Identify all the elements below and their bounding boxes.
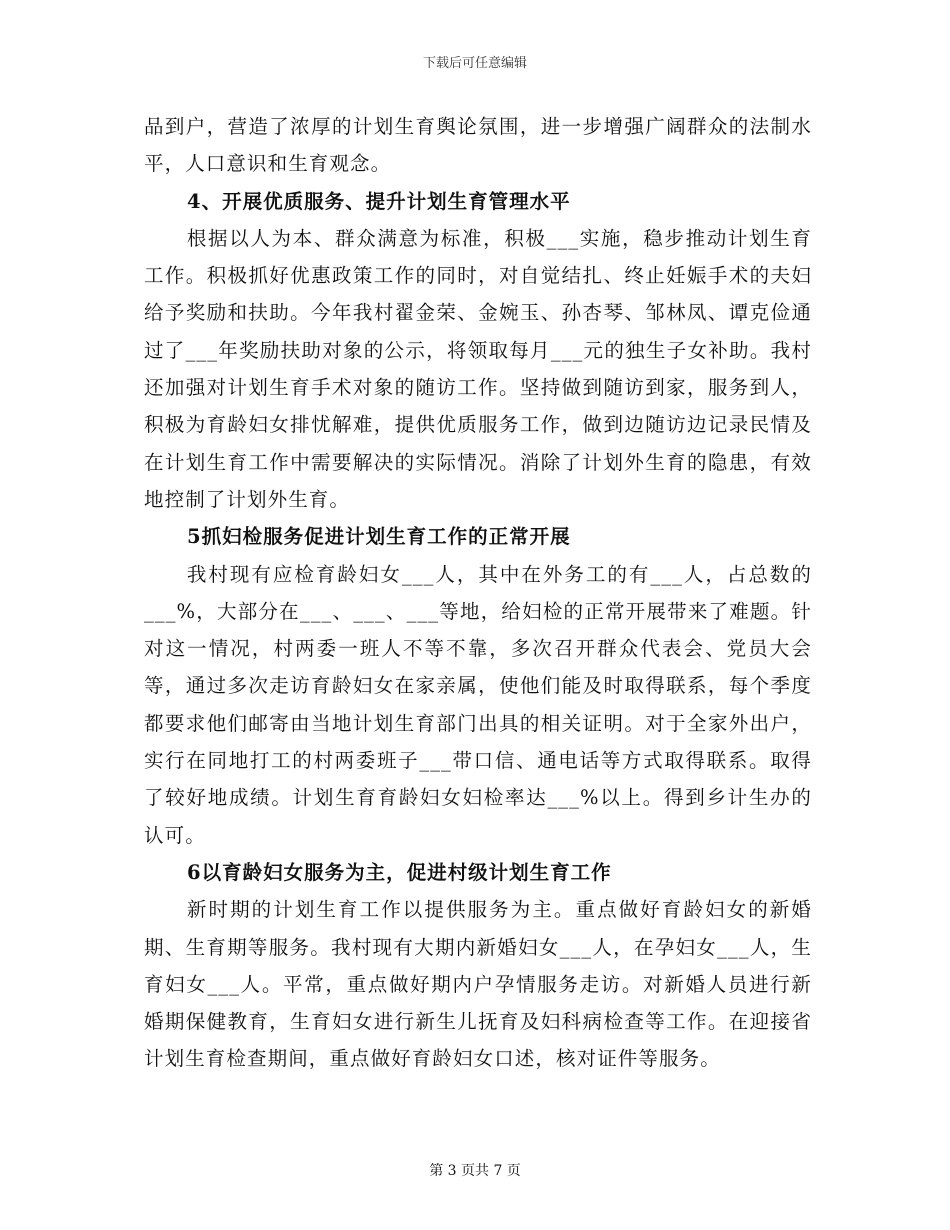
- paragraph-section-6: 新时期的计划生育工作以提供服务为主。重点做好育龄妇女的新婚期、生育期等服务。我村现有大期内新婚妇女___人，在孕妇女___人，生育妇女___人。平常，重点做好期内户孕情服务走访。对新婚人员进行新婚期保健教育，生育妇女进行新生儿抚育及妇科病检查等工作。在迎接省计划生育检查期间，重点做好育龄妇女口述，核对证件等服务。: [144, 898, 812, 1071]
- paragraph-section-5: 我村现有应检育龄妇女___人，其中在外务工的有___人，占总数的___%，大部分在___、___、___等地，给妇检的正常开展带来了难题。针对这一情况，村两委一班人不等不靠，多次召开群众代表会、党员大会等，通过多次走访育龄妇女在家亲属，使他们能及时取得联系，每个季度都要求他们邮寄由当地计划生育部门出具的相关证明。对于全家外出户，实行在同地打工的村两委班子___带口信、通电话等方式取得联系。取得了较好地成绩。计划生育育龄妇女妇检率达___%以上。得到乡计生办的认可。: [144, 562, 812, 847]
- paragraph-section-4: 根据以人为本、群众满意为标准，积极___实施，稳步推动计划生育工作。积极抓好优惠政策工作的同时，对自觉结扎、终止妊娠手术的夫妇给予奖励和扶助。今年我村翟金荣、金婉玉、孙杏琴、邹林凤、谭克俭通过了___年奖励扶助对象的公示，将领取每月___元的独生子女补助。我村还加强对计划生育手术对象的随访工作。坚持做到随访到家，服务到人，积极为育龄妇女排忧解难，提供优质服务工作，做到边随访边记录民情及在计划生育工作中需要解决的实际情况。消除了计划外生育的隐患，有效地控制了计划外生育。: [144, 226, 812, 511]
- paragraph-continuation: 品到户，营造了浓厚的计划生育舆论氛围，进一步增强广阔群众的法制水平，人口意识和生育观念。: [144, 115, 812, 176]
- page-header: 下载后可任意编辑: [422, 56, 527, 71]
- page-footer: 第 3 页共 7 页: [429, 1163, 521, 1179]
- document-body: [144, 108, 812, 1078]
- section-heading-6: 6以育龄妇女服务为主，促进村级计划生育工作: [187, 860, 612, 884]
- section-heading-5: 5抓妇检服务促进计划生育工作的正常开展: [187, 525, 571, 549]
- section-heading-4: 4、开展优质服务、提升计划生育管理水平: [187, 189, 571, 213]
